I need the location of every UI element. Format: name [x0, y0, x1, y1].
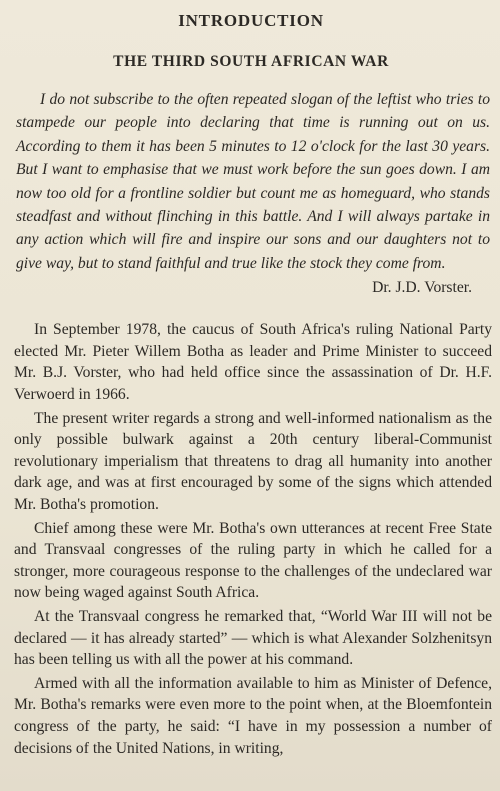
- epigraph-attribution: Dr. J.D. Vorster.: [372, 279, 472, 297]
- epigraph-quote: I do not subscribe to the often repeated slogan of the leftist who tries to stampede our people into declaring that time is running out on us. According to them it has been 5 minutes to 12 o'clock for the last 30 years. But I want to emphasise that we must work before the sun goes down. I am now too old for a frontline soldier but count me as homeguard, who stands steadfast and without flinching in this battle. And I will always partake in any action which will fire and inspire our sons and our daughters not to give way, but to stand faithful and true like the stock they come from.: [16, 91, 490, 272]
- body-paragraph-1: In September 1978, the caucus of South Africa's ruling National Party elected Mr. Pieter Willem Botha as leader and Prime Minister to succeed Mr. B.J. Vorster, who had held office since the assassination of Dr. H.F. Verwoerd in 1966.: [14, 321, 492, 404]
- chapter-subheading: THE THIRD SOUTH AFRICAN WAR: [113, 53, 389, 70]
- chapter-heading: INTRODUCTION: [178, 11, 324, 30]
- body-paragraph-2: The present writer regards a strong and well-informed nationalism as the only possible bulwark against a 20th century liberal-Communist revolutionary imperialism that threatens to drag all humanity into another dark age, and was at first encouraged by some of the signs which attended Mr. Botha's promotion.: [14, 409, 492, 513]
- body-paragraph-3: Chief among these were Mr. Botha's own utterances at recent Free State and Transvaal congresses of the ruling party in which he called for a stronger, more courageous response to the challenges of the undeclared war now being waged against South Africa.: [14, 519, 492, 602]
- body-paragraph-5: Armed with all the information available to him as Minister of Defence, Mr. Botha's remarks were even more to the point when, at the Bloemfontein congress of the party, he said: “I have in my possession a number of decisions of the United Nations, in writing,: [14, 674, 492, 757]
- body-paragraph-4: At the Transvaal congress he remarked that, “World War III will not be declared — it has already started” — which is what Alexander Solzhenitsyn has been telling us with all the power at his command.: [14, 607, 492, 669]
